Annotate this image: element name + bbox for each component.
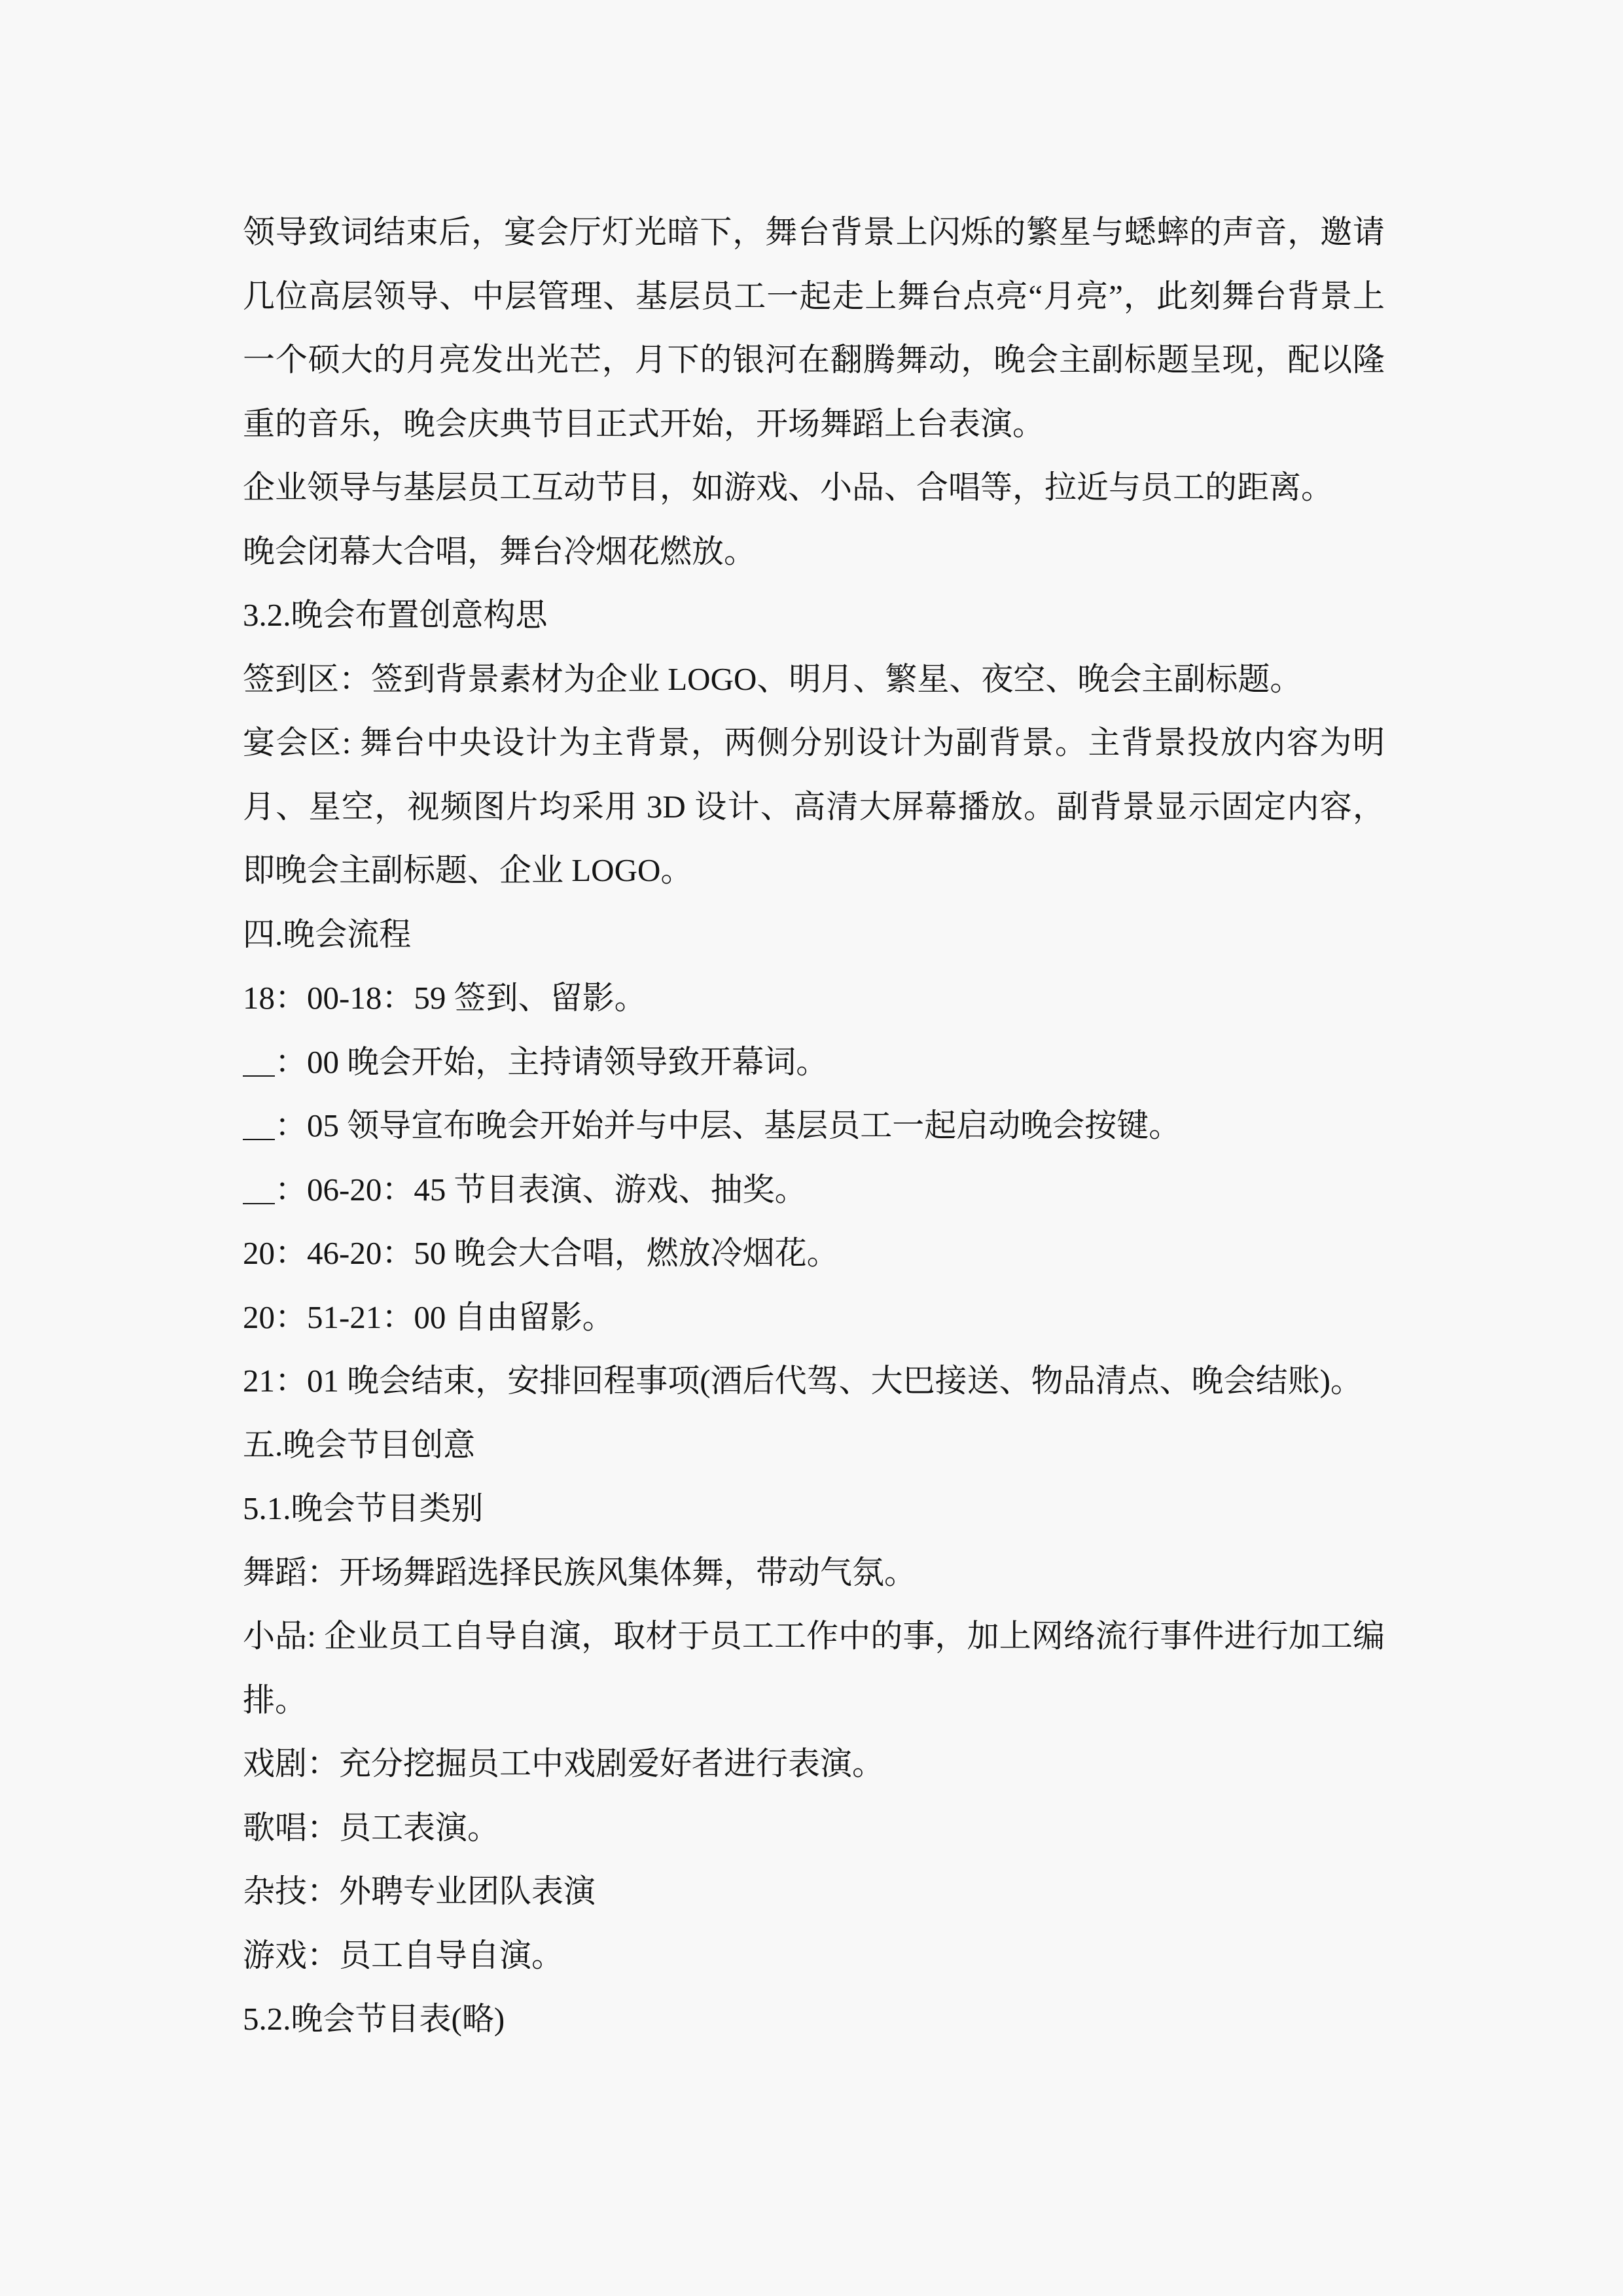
schedule-item: ＿：05 领导宣布晚会开始并与中层、基层员工一起启动晚会按键。 <box>243 1107 1181 1143</box>
schedule-item: 20：46-20：50 晚会大合唱，燃放冷烟花。 <box>243 1235 839 1271</box>
body-paragraph: 企业领导与基层员工互动节目，如游戏、小品、合唱等，拉近与员工的距离。 <box>243 469 1334 505</box>
document-page <box>243 200 1385 2051</box>
body-paragraph: 领导致词结束后，宴会厅灯光暗下，舞台背景上闪烁的繁星与蟋蟀的声音，邀请几位高层领导、中层管理、基层员工一起走上舞台点亮“月亮”，此刻舞台背景上一个硕大的月亮发出光芒，月下的银河在翻腾舞动，晚会主副标题呈现，配以隆重的音乐，晚会庆典节目正式开始，开场舞蹈上台表演。 <box>243 214 1385 442</box>
body-paragraph: 杂技：外聘专业团队表演 <box>243 1873 596 1909</box>
section-heading: 5.2.晚会节目表(略) <box>243 2001 505 2037</box>
body-paragraph: 戏剧：充分挖掘员工中戏剧爱好者进行表演。 <box>243 1746 885 1782</box>
body-paragraph: 签到区：签到背景素材为企业 LOGO、明月、繁星、夜空、晚会主副标题。 <box>243 660 1302 697</box>
schedule-item: 20：51-21：00 自由留影。 <box>243 1299 615 1335</box>
body-paragraph: 小品: 企业员工自导自演，取材于员工工作中的事，加上网络流行事件进行加工编排。 <box>243 1618 1385 1718</box>
section-heading: 五.晚会节目创意 <box>243 1426 476 1463</box>
schedule-item: 21：01 晚会结束，安排回程事项(酒后代驾、大巴接送、物品清点、晚会结账)。 <box>243 1363 1363 1399</box>
body-paragraph: 宴会区: 舞台中央设计为主背景，两侧分别设计为副背景。主背景投放内容为明月、星空，视频图片均采用 3D 设计、高清大屏幕播放。副背景显示固定内容，即晚会主副标题、企业 LOGO。 <box>243 725 1385 888</box>
schedule-item: 18：00-18：59 签到、留影。 <box>243 980 647 1016</box>
body-paragraph: 舞蹈：开场舞蹈选择民族风集体舞，带动气氛。 <box>243 1554 917 1590</box>
section-heading: 3.2.晚会布置创意构思 <box>243 597 548 633</box>
body-paragraph: 游戏：员工自导自演。 <box>243 1937 564 1973</box>
body-paragraph: 歌唱：员工表演。 <box>243 1809 500 1846</box>
section-heading: 四.晚会流程 <box>243 916 412 952</box>
section-heading: 5.1.晚会节目类别 <box>243 1490 484 1526</box>
schedule-item: ＿：06-20：45 节目表演、游戏、抽奖。 <box>243 1171 807 1208</box>
body-paragraph: 晚会闭幕大合唱，舞台冷烟花燃放。 <box>243 533 757 569</box>
schedule-item: ＿：00 晚会开始，主持请领导致开幕词。 <box>243 1043 829 1080</box>
